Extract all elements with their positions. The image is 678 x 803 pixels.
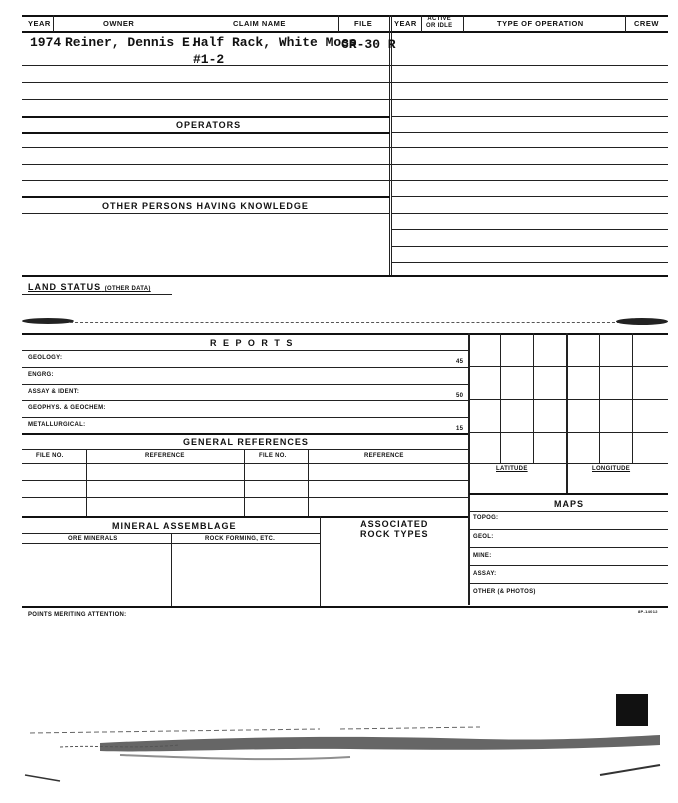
col-sep <box>53 15 54 32</box>
operators-heading: OPERATORS <box>176 120 242 130</box>
grid-line <box>469 399 668 400</box>
grid-line <box>469 565 668 566</box>
reports-top-rule <box>22 333 668 335</box>
grid-line <box>500 333 501 463</box>
ink-blot <box>616 694 648 726</box>
map-geol: GEOL: <box>473 534 494 540</box>
or-idle-label: OR IDLE <box>426 23 453 29</box>
map-other-photos: OTHER (& PHOTOS) <box>473 589 536 595</box>
mineral-assemblage-heading: MINERAL ASSEMBLAGE <box>112 521 237 531</box>
grid-line <box>632 333 633 463</box>
row-line <box>22 480 468 481</box>
maps-heading: MAPS <box>554 499 585 509</box>
ore-minerals-col: ORE MINERALS <box>68 536 118 542</box>
land-status-heading <box>28 282 151 292</box>
grid-line <box>469 547 668 548</box>
active-label: ACTIVE <box>427 16 452 22</box>
row-line <box>392 132 668 133</box>
row-line <box>22 463 468 464</box>
map-topog: TOPOG: <box>473 515 499 521</box>
row-line <box>392 262 668 263</box>
grid-line <box>469 583 668 584</box>
row-line <box>22 116 390 118</box>
header-bottom-rule <box>22 31 668 33</box>
grid-line <box>469 511 668 512</box>
row-line <box>22 132 390 134</box>
row-line <box>22 367 468 368</box>
report-metallurgical-mark: 15 <box>456 426 464 432</box>
row-line <box>22 543 320 544</box>
row-line <box>392 116 668 117</box>
grid-line <box>469 463 668 464</box>
col-sep <box>421 15 422 32</box>
row-line <box>22 350 468 351</box>
map-assay: ASSAY: <box>473 571 497 577</box>
ref-col-reference-2: REFERENCE <box>364 453 404 459</box>
ref-col-file-no: FILE NO. <box>36 453 64 459</box>
associated-label: ASSOCIATED <box>360 519 429 529</box>
row-line <box>22 497 468 498</box>
row-line <box>22 400 468 401</box>
col-sep <box>389 15 390 275</box>
header-top-rule <box>22 15 668 17</box>
header-year-2: YEAR <box>394 19 417 28</box>
report-geophys: GEOPHYS. & GEOCHEM: <box>28 405 106 411</box>
map-mine: MINE: <box>473 553 492 559</box>
row-line <box>22 99 668 100</box>
report-geology-mark: 45 <box>456 359 464 365</box>
record-claim-name: Half Rack, White Moss <box>193 35 357 50</box>
row-line <box>22 196 390 198</box>
row-line <box>22 164 668 165</box>
grid-line <box>469 366 668 367</box>
bottom-rule <box>22 606 668 608</box>
col-sep <box>320 516 321 606</box>
report-engrg: ENGRG: <box>28 372 54 378</box>
col-sep <box>308 449 309 516</box>
row-line <box>392 246 668 247</box>
col-sep <box>463 15 464 32</box>
grid-line <box>469 432 668 433</box>
longitude-label: LONGITUDE <box>592 466 631 472</box>
associated-rock-types-heading <box>360 519 429 539</box>
form-number: 8P-14012 <box>638 609 658 614</box>
header-year: YEAR <box>28 19 51 28</box>
header-claim-name: CLAIM NAME <box>233 19 286 28</box>
row-line <box>22 213 390 214</box>
ink-smudge <box>22 318 74 324</box>
row-line <box>392 229 668 230</box>
grid-line <box>599 333 600 463</box>
col-sep <box>338 15 339 32</box>
report-assay-mark: 50 <box>456 393 464 399</box>
col-sep <box>391 15 392 275</box>
header-crew: CREW <box>634 19 659 28</box>
latitude-label: LATITUDE <box>496 466 528 472</box>
ink-smudge <box>616 318 668 325</box>
grid-line <box>566 333 568 493</box>
other-persons-heading: OTHER PERSONS HAVING KNOWLEDGE <box>102 201 309 211</box>
header-active-or-idle <box>426 16 452 30</box>
row-line <box>392 196 668 197</box>
ref-col-reference: REFERENCE <box>145 453 185 459</box>
header-type-of-operation: TYPE OF OPERATION <box>497 19 584 28</box>
row-line <box>22 294 172 295</box>
grid-line <box>533 333 534 463</box>
row-line <box>22 82 668 83</box>
grid-line <box>469 529 668 530</box>
ref-col-file-no-2: FILE NO. <box>259 453 287 459</box>
col-sep <box>86 449 87 516</box>
row-line <box>22 147 668 148</box>
col-sep <box>625 15 626 32</box>
row-line <box>392 213 668 214</box>
record-claim-name-line2: #1-2 <box>193 52 225 67</box>
scan-noise <box>20 715 670 785</box>
land-status-label: LAND STATUS <box>28 282 102 292</box>
reports-heading: R E P O R T S <box>210 338 295 348</box>
header-owner: OWNER <box>103 19 135 28</box>
row-line <box>22 180 668 181</box>
row-line <box>22 417 468 418</box>
record-file: CR-30 R <box>341 37 396 52</box>
row-line <box>22 449 468 450</box>
row-line <box>22 433 468 435</box>
row-line <box>22 516 468 518</box>
rock-types-label: ROCK TYPES <box>360 529 429 539</box>
report-metallurgical: METALLURGICAL: <box>28 422 86 428</box>
row-line <box>70 322 620 323</box>
general-references-heading: GENERAL REFERENCES <box>183 437 309 447</box>
record-year: 1974 <box>30 35 62 50</box>
points-meriting-attention: POINTS MERITING ATTENTION: <box>28 612 127 618</box>
row-line <box>22 384 468 385</box>
header-file: FILE <box>354 19 373 28</box>
row-line <box>22 65 668 66</box>
land-status-sub: (OTHER DATA) <box>104 286 151 292</box>
grid-line <box>469 493 668 495</box>
record-owner: Reiner, Dennis E. <box>65 35 198 50</box>
col-sep <box>244 449 245 516</box>
report-geology: GEOLOGY: <box>28 355 63 361</box>
row-line <box>22 275 668 277</box>
report-assay: ASSAY & IDENT: <box>28 389 80 395</box>
rock-forming-col: ROCK FORMING, ETC. <box>205 536 276 542</box>
